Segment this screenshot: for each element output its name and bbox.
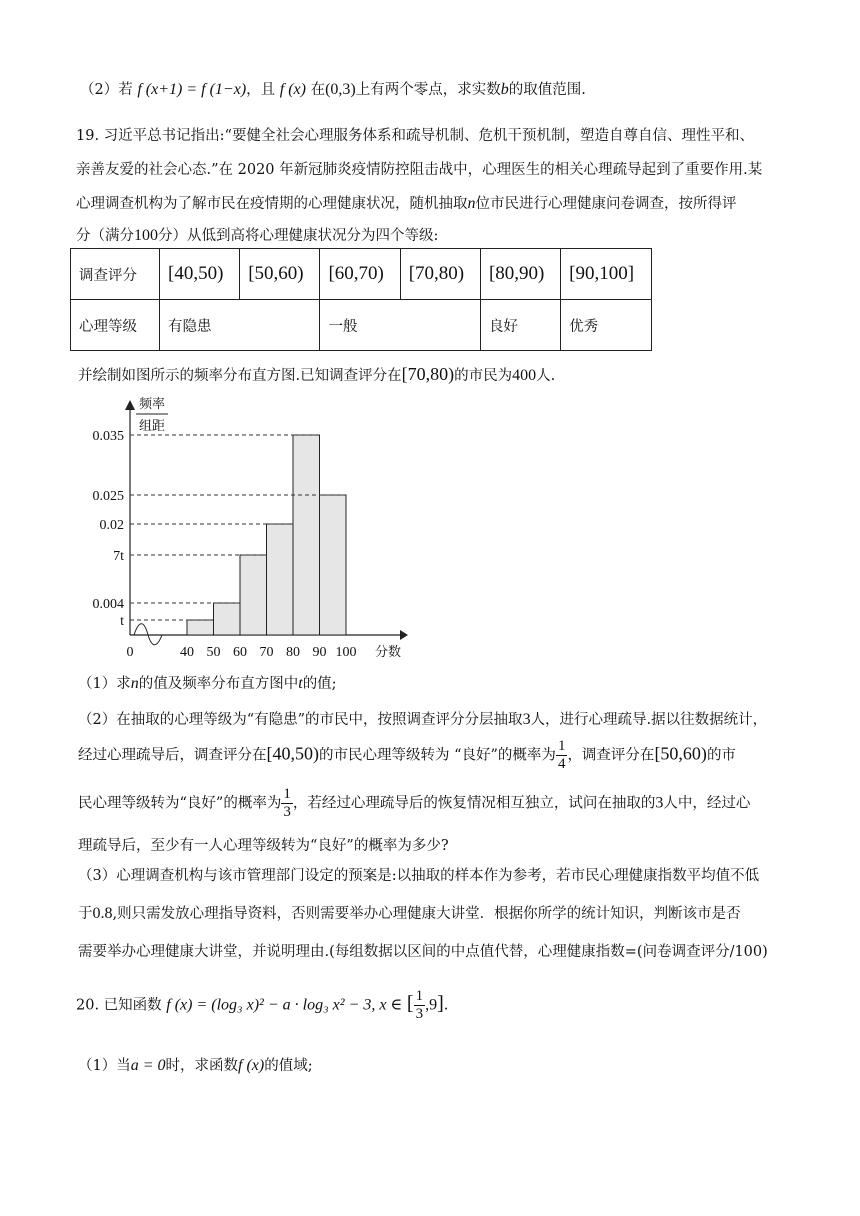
x-tick-label: 80: [286, 645, 300, 660]
table-cell-interval: [90,100]: [561, 249, 652, 300]
q19-part3-line2: [78, 902, 741, 923]
q19p2-line1-b: 人，进行心理疏导.据以往数据统计，: [530, 712, 768, 728]
q19p2-line3-a: 民心理等级转为“良好”的概率为: [78, 795, 282, 812]
x-axis-arrow-icon: [400, 630, 408, 640]
histogram-bar: [267, 524, 294, 635]
q20-left-bracket: [: [406, 992, 414, 1015]
q19p1-c: 的值;: [302, 676, 337, 692]
q19-line3-a: 心理调查机构为了解市民在疫情期的心理健康状况，随机抽取: [76, 196, 468, 212]
after-table-c: 人.: [536, 368, 556, 384]
q19p2-num3b: 3: [655, 794, 664, 812]
table-row: [71, 249, 652, 300]
q20-part1: [78, 1054, 313, 1075]
q18p2-tail: 上有两个零点，求实数: [355, 82, 501, 98]
x-axis-label: 分数: [374, 644, 402, 659]
table-cell-interval: [40,50): [160, 249, 240, 300]
q18p2-mid: ，且: [246, 82, 276, 98]
q19-line3-b: 位市民进行心理健康问卷调查，按所得评: [475, 196, 737, 212]
y-tick-label: 0.035: [92, 429, 124, 444]
q19p2-line1-a: （2）在抽取的心理等级为“有隐患”的市民中，按照调查评分分层抽取: [78, 712, 523, 728]
frequency-histogram: [60, 392, 420, 667]
frac-num: 1: [283, 786, 291, 802]
q19-line1: 19. 习近平总书记指出:“要健全社会心理服务体系和疏导机制、危机干预机制，塑造自尊自信、理性平和、: [76, 128, 754, 144]
table-cell-interval: [50,60): [240, 249, 320, 300]
histogram-bar: [240, 555, 267, 635]
q18p2-label: （2）若: [80, 82, 133, 98]
q20p1-b: 时，求函数: [165, 1058, 239, 1074]
q19p2-line3-c: 人中，经过心: [663, 795, 751, 812]
q19p2-line2-d: 的市: [706, 747, 736, 764]
q18p2-fx: f (x): [279, 81, 306, 98]
q20p1-cond: a = 0: [130, 1057, 166, 1074]
q19p1-var-n: n: [130, 675, 139, 692]
axis-break-icon: [134, 624, 162, 645]
y-tick-label: 0.004: [92, 597, 124, 612]
q18-part2: [80, 78, 586, 99]
q19p2-frac2: [281, 786, 293, 821]
q18p2-end: 的取值范围.: [508, 82, 586, 98]
x-tick-label: 40: [180, 645, 194, 660]
q19-part3-line3: 需要举办心理健康大讲堂，并说明理由.(每组数据以区间的中点值代替，心理健康指数=(问卷调查评分/100): [78, 944, 768, 960]
q20-frac: [414, 988, 426, 1023]
q19-line4: [76, 224, 438, 245]
q20-end-val: ,9: [425, 996, 438, 1014]
table-cell-grade: 良好: [480, 300, 560, 351]
q19p2-int2: [50,60): [654, 743, 707, 764]
q20p1-c: 的值域;: [264, 1058, 313, 1074]
q20-stem: [76, 988, 448, 1023]
table-row: [71, 300, 652, 351]
y-axis-label-top: 频率: [138, 396, 166, 411]
q19p2-frac1: [556, 738, 568, 773]
q19p2-line2-c: ，调查评分在: [567, 747, 655, 764]
x-tick-label: 70: [259, 645, 274, 660]
y-tick-label: t: [120, 614, 124, 629]
table-cell-grade: 有隐患: [160, 300, 320, 351]
q18p2-equation: f (x+1) = f (1−x): [137, 81, 247, 98]
grade-table: [70, 248, 652, 351]
after-table-count: 400: [512, 367, 537, 384]
q19-full-score: 100: [134, 227, 158, 244]
y-tick-label: 0.02: [99, 518, 124, 533]
table-cell-grade: 一般: [320, 300, 480, 351]
histogram-bar: [293, 435, 320, 635]
q19-line3: [76, 192, 737, 213]
x-tick-label: 50: [206, 645, 221, 660]
frac-den: 3: [415, 1006, 424, 1022]
q20p1-fx: f (x): [238, 1057, 265, 1074]
q20-function: f (x) = (log₃ x)² − a · log₃ x² − 3, x ∈: [166, 996, 403, 1014]
table-cell-interval: [70,80): [400, 249, 480, 300]
origin-label: 0: [126, 645, 134, 660]
table-cell-grade: 优秀: [561, 300, 652, 351]
q19-part2-line1: [78, 708, 767, 729]
histogram-bar: [187, 620, 214, 635]
y-tick-label: 7t: [113, 549, 124, 564]
q19p2-num3: 3: [522, 711, 531, 728]
q19p2-line2-b: 的市民心理等级转为 “良好”的概率为: [319, 747, 556, 764]
q19-part2-line2: [78, 738, 736, 773]
q19p2-line2-a: 经过心理疏导后，调查评分在: [78, 747, 267, 764]
q19p2-line3-b: ，若经过心理疏导后的恢复情况相互独立，试问在抽取的: [292, 795, 656, 812]
x-tick-label: 100: [335, 645, 357, 660]
y-axis-label-bottom: 组距: [138, 418, 166, 433]
q19-line4-a: 分（满分: [76, 228, 134, 244]
after-table-b: 的市民为: [454, 368, 513, 384]
after-table-text: [78, 364, 555, 385]
q19p3-line2-b: ,则只需发放心理指导资料，否则需要举办心理健康大讲堂．根据你所学的统计知识，判断该市是否: [112, 906, 741, 922]
x-tick-label: 90: [312, 645, 327, 660]
frac-den: 4: [557, 756, 566, 772]
q20-a: 20. 已知函数: [76, 997, 162, 1014]
frac-num: 1: [415, 988, 424, 1004]
table-cell-interval: [80,90): [480, 249, 560, 300]
q19-part3-line1: （3）心理调查机构与该市管理部门设定的预案是:以抽取的样本作为参考，若市民心理健康指数平均值不低: [78, 868, 760, 884]
q19-part2-line3: [78, 786, 750, 821]
x-tick-label: 60: [233, 645, 247, 660]
q19-line2: 亲善友爱的社会心态.”在 2020 年新冠肺炎疫情防控阻击战中，心理医生的相关心理疏导起到了重要作用.某: [76, 162, 763, 178]
q18p2-interval: (0,3): [325, 81, 356, 98]
q19-var-n: n: [467, 195, 476, 212]
q20-right-bracket: ]: [437, 992, 444, 1015]
q20p1-a: （1）当: [78, 1058, 131, 1074]
q19-line4-b: 分）从低到高将心理健康状况分为四个等级:: [158, 228, 439, 244]
q19p2-int1: [40,50): [266, 743, 319, 764]
after-table-interval: [70,80): [401, 364, 455, 384]
q18p2-mid2: 在: [310, 82, 326, 98]
histogram-bar: [320, 495, 347, 635]
q19p1-var-t: t: [298, 675, 303, 692]
table-header-grade: 心理等级: [71, 300, 160, 351]
y-tick-label: 0.025: [92, 489, 124, 504]
after-table-a: 并绘制如图所示的频率分布直方图.已知调查评分在: [78, 368, 402, 384]
q19p1-a: （1）求: [78, 676, 131, 692]
q20-dot: .: [443, 997, 449, 1014]
q19p1-b: 的值及频率分布直方图中: [138, 676, 299, 692]
frac-den: 3: [283, 804, 291, 820]
y-axis-arrow-icon: [125, 400, 135, 410]
frac-num: 1: [557, 738, 566, 754]
q19p3-line2-a: 于: [78, 906, 93, 922]
table-cell-interval: [60,70): [320, 249, 400, 300]
q19-part1: [78, 672, 337, 693]
q19p3-threshold: 0.8: [92, 905, 113, 922]
table-header-score: 调查评分: [71, 249, 160, 300]
histogram-bar: [214, 603, 241, 635]
q18p2-var-b: b: [500, 81, 509, 98]
q19-part2-line4: 理疏导后，至少有一人心理等级转为“良好”的概率为多少?: [78, 838, 449, 854]
